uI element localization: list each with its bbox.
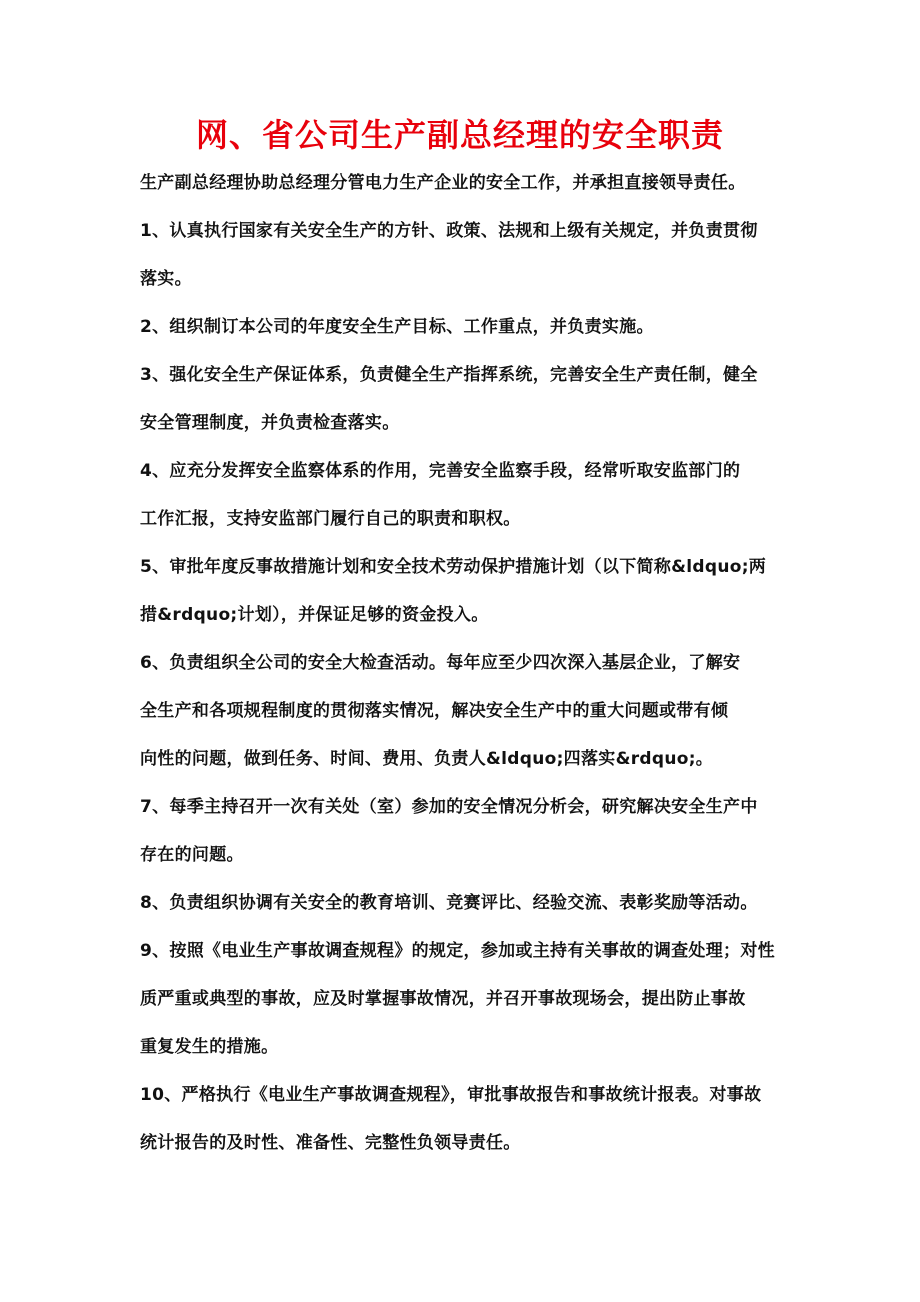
text-line: 7、每季主持召开一次有关处（室）参加的安全情况分析会，研究解决安全生产中 — [140, 797, 758, 817]
text-line: 质严重或典型的事故，应及时掌握事故情况，并召开事故现场会，提出防止事故 — [140, 989, 746, 1009]
text-line: 存在的问题。 — [140, 845, 244, 865]
text-line: 5、审批年度反事故措施计划和安全技术劳动保护措施计划（以下简称&ldquo;两 — [140, 557, 767, 577]
text-line: 落实。 — [140, 269, 192, 289]
document-body — [140, 168, 800, 1176]
text-line: 1、认真执行国家有关安全生产的方针、政策、法规和上级有关规定，并负责贯彻 — [140, 221, 758, 241]
text-line: 向性的问题，做到任务、时间、费用、负责人&ldquo;四落实&rdquo;。 — [140, 749, 714, 769]
text-line: 2、组织制订本公司的年度安全生产目标、工作重点，并负责实施。 — [140, 317, 654, 337]
text-line: 10、严格执行《电业生产事故调查规程》，审批事故报告和事故统计报表。对事故 — [140, 1085, 762, 1105]
text-line: 3、强化安全生产保证体系，负责健全生产指挥系统，完善安全生产责任制，健全 — [140, 365, 758, 385]
text-line: 全生产和各项规程制度的贯彻落实情况，解决安全生产中的重大问题或带有倾 — [140, 701, 729, 721]
document-title: 网、省公司生产副总经理的安全职责 — [195, 116, 724, 154]
text-line: 8、负责组织协调有关安全的教育培训、竞赛评比、经验交流、表彰奖励等活动。 — [140, 893, 758, 913]
text-line: 4、应充分发挥安全监察体系的作用，完善安全监察手段，经常听取安监部门的 — [140, 461, 741, 481]
text-line: 9、按照《电业生产事故调查规程》的规定，参加或主持有关事故的调查处理；对性 — [140, 941, 775, 961]
text-line: 生产副总经理协助总经理分管电力生产企业的安全工作，并承担直接领导责任。 — [140, 173, 746, 193]
text-line: 重复发生的措施。 — [140, 1037, 279, 1057]
text-line: 工作汇报，支持安监部门履行自己的职责和职权。 — [140, 509, 521, 529]
text-line: 6、负责组织全公司的安全大检查活动。每年应至少四次深入基层企业，了解安 — [140, 653, 741, 673]
text-line: 统计报告的及时性、准备性、完整性负领导责任。 — [140, 1133, 521, 1153]
text-line: 安全管理制度，并负责检查落实。 — [140, 413, 400, 433]
text-line: 措&rdquo;计划），并保证足够的资金投入。 — [140, 605, 489, 625]
